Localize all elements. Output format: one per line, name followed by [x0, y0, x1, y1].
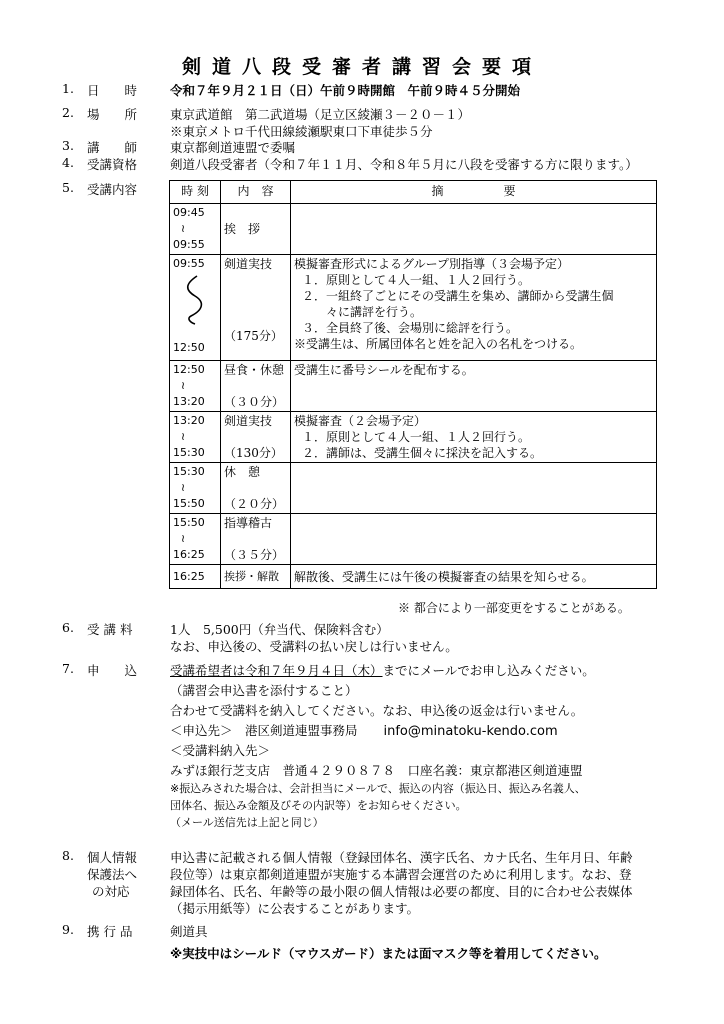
content-label: 挨 拶 [224, 222, 261, 236]
duration-label: （２０分） [224, 497, 285, 511]
schedule-table [169, 180, 657, 589]
section-8-label-3: の対応 [92, 884, 130, 899]
summary-line: 受講生に番号シールを配布する。 [294, 363, 474, 377]
time-cell [170, 514, 221, 565]
section-9-mask-note: ※実技中はシールド（マウスガード）または面マスク等を着用してください。 [170, 946, 607, 961]
duration-label: （３５分） [224, 548, 285, 562]
section-7-bank-account: みずほ銀行芝支店 普通４２９０８７８ 口座名義：東京都港区剣道連盟 [170, 763, 583, 778]
section-9-number: 9. [62, 922, 74, 937]
section-7-label: 申 込 [87, 663, 138, 678]
section-7-transfer-note-1: ※振込みされた場合は、会計担当にメールで、振込の内容（振込日、振込み名義人、 [170, 782, 586, 795]
start-time: 13:20 [173, 414, 205, 427]
start-time: 16:25 [173, 570, 205, 583]
schedule-row [170, 361, 657, 412]
end-time: 15:30 [173, 446, 205, 459]
content-label: 剣道実技 [224, 414, 273, 428]
time-cell [170, 361, 221, 412]
content-cell [221, 514, 291, 565]
document-title: 剣道八段受審者講習会要項 [181, 56, 542, 78]
summary-cell [291, 412, 657, 463]
section-7-payment: 合わせて受講料を納入してください。なお、申込後の返金は行いません。 [170, 703, 584, 718]
section-3-instructor: 東京都剣道連盟で委嘱 [170, 140, 296, 155]
content-label: 休 憩 [224, 465, 261, 479]
content-cell [221, 204, 291, 255]
section-1-number: 1. [62, 81, 74, 96]
section-8-privacy-2: 段位等）は東京都剣道連盟が実施する本講習会運営のために利用します。なお、登 [170, 867, 632, 882]
section-8-number: 8. [62, 848, 74, 863]
section-5-label: 受講内容 [87, 182, 138, 197]
summary-cell [291, 255, 657, 361]
header-time: 時 刻 [170, 181, 221, 204]
schedule-row [170, 463, 657, 514]
section-8-label-2: 保護法へ [87, 867, 138, 882]
schedule-note: ※ 都合により一部変更をすることがある。 [398, 601, 630, 615]
tilde-mark: ≀ [181, 379, 186, 392]
section-8-label-1: 個人情報 [87, 850, 138, 865]
content-label: 昼食・休憩 [224, 363, 285, 377]
time-cell [170, 565, 221, 589]
end-time: 16:25 [173, 548, 205, 561]
summary-line: ３．全員終了後、会場別に総評を行う。 [302, 321, 519, 335]
content-cell [221, 361, 291, 412]
content-label: 剣道実技 [224, 257, 273, 271]
content-label: 挨拶・解散 [224, 570, 279, 583]
schedule-row [170, 204, 657, 255]
summary-line: １．原則として４人一組、１人２回行う。 [302, 273, 531, 287]
section-1-datetime: 令和７年９月２１日（日）午前９時開館 午前９時４５分開始 [170, 83, 521, 98]
section-8-privacy-4: （掲示用紙等）に公表することがあります。 [170, 901, 420, 916]
summary-cell [291, 463, 657, 514]
tilde-mark: ≀ [181, 532, 186, 545]
section-8-privacy-1: 申込書に記載される個人情報（登録団体名、漢字氏名、カナ氏名、生年月日、年齢 [170, 850, 633, 865]
summary-line: 模擬審査形式によるグループ別指導（３会場予定） [294, 257, 570, 271]
section-5-number: 5. [62, 180, 74, 195]
section-7-transfer-note-3: （メール送信先は上記と同じ） [170, 816, 324, 829]
duration-label: （130分） [224, 446, 283, 460]
section-7-number: 7. [62, 661, 74, 676]
summary-line: ２．一組終了ごとにその受講生を集め、講師から受講生個 [302, 289, 614, 303]
section-7-deadline [170, 661, 595, 679]
section-4-eligibility: 剣道八段受審者（令和７年１１月、令和８年５月に八段を受審する方に限ります。） [170, 157, 638, 172]
time-cell [170, 255, 221, 361]
duration-label: （175分） [224, 329, 283, 343]
section-7-pay-to: ＜受講料納入先＞ [170, 743, 271, 758]
section-4-number: 4. [62, 155, 74, 170]
end-time: 12:50 [173, 341, 205, 354]
content-cell [221, 412, 291, 463]
section-3-number: 3. [62, 138, 74, 153]
tilde-mark: ≀ [181, 481, 186, 494]
section-6-refund-note: なお、申込後の、受講料の払い戻しは行いません。 [170, 639, 458, 654]
section-6-fee: 1人 5,500円（弁当代、保険料含む） [170, 622, 389, 637]
tilde-mark: ≀ [181, 222, 186, 235]
summary-cell [291, 204, 657, 255]
schedule-row [170, 412, 657, 463]
time-cell [170, 204, 221, 255]
section-8-privacy-3: 録団体名、氏名、年齢等の最小限の個人情報は必要の都度、目的に合わせ公表媒体 [170, 884, 633, 899]
content-cell [221, 463, 291, 514]
start-time: 15:30 [173, 465, 205, 478]
summary-line: １．原則として４人一組、１人２回行う。 [302, 430, 531, 444]
summary-cell [291, 361, 657, 412]
content-label: 指導稽古 [224, 516, 273, 530]
section-2-number: 2. [62, 105, 74, 120]
summary-line: 解散後、受講生には午後の模擬審査の結果を知らせる。 [294, 570, 594, 584]
section-9-label: 携 行 品 [87, 924, 133, 939]
duration-label: （３０分） [224, 395, 285, 409]
header-content: 内 容 [221, 181, 291, 204]
wavy-line-icon [183, 274, 205, 326]
end-time: 13:20 [173, 395, 205, 408]
tilde-mark: ≀ [181, 430, 186, 443]
deadline-underlined: 受講希望者は令和７年９月４日（木） [170, 663, 383, 678]
summary-cell [291, 514, 657, 565]
apply-to-label: ＜申込先＞ 港区剣道連盟事務局 [170, 723, 358, 738]
section-6-number: 6. [62, 620, 74, 635]
end-time: 15:50 [173, 497, 205, 510]
section-4-label: 受講資格 [87, 157, 138, 172]
start-time: 09:55 [173, 257, 205, 270]
section-7-transfer-note-2: 団体名、振込み金額及びその内訳等）をお知らせください。 [170, 799, 467, 812]
section-1-label: 日 時 [87, 83, 138, 98]
section-2-label: 場 所 [87, 107, 138, 122]
section-9-equipment: 剣道具 [170, 924, 208, 939]
summary-line: ２．講師は、受講生個々に採決を記入する。 [302, 446, 543, 460]
start-time: 12:50 [173, 363, 205, 376]
start-time: 09:45 [173, 206, 205, 219]
summary-cell [291, 565, 657, 589]
deadline-rest: までにメールでお申し込みください。 [382, 663, 595, 678]
summary-line: 模擬審査（２会場予定） [294, 414, 427, 428]
summary-line: 々に講評を行う。 [302, 305, 423, 319]
schedule-row [170, 255, 657, 361]
time-cell [170, 412, 221, 463]
section-7-apply-to [170, 721, 558, 739]
content-cell [221, 565, 291, 589]
contact-email-link[interactable]: info@minatoku-kendo.com [383, 724, 558, 739]
schedule-header-row [170, 181, 657, 204]
header-summary: 摘 要 [291, 181, 657, 204]
summary-line: ※受講生は、所属団体名と姓を記入の名札をつける。 [294, 337, 583, 351]
end-time: 09:55 [173, 238, 205, 251]
schedule-row [170, 565, 657, 589]
section-2-access: ※東京メトロ千代田線綾瀬駅東口下車徒歩５分 [170, 124, 433, 139]
section-7-attach: （講習会申込書を添付すること） [170, 683, 358, 698]
section-2-venue: 東京武道館 第二武道場（足立区綾瀬３－２０－１） [170, 107, 471, 122]
content-cell [221, 255, 291, 361]
section-6-label: 受 講 料 [87, 622, 133, 637]
time-cell [170, 463, 221, 514]
schedule-row [170, 514, 657, 565]
section-3-label: 講 師 [87, 140, 138, 155]
start-time: 15:50 [173, 516, 205, 529]
